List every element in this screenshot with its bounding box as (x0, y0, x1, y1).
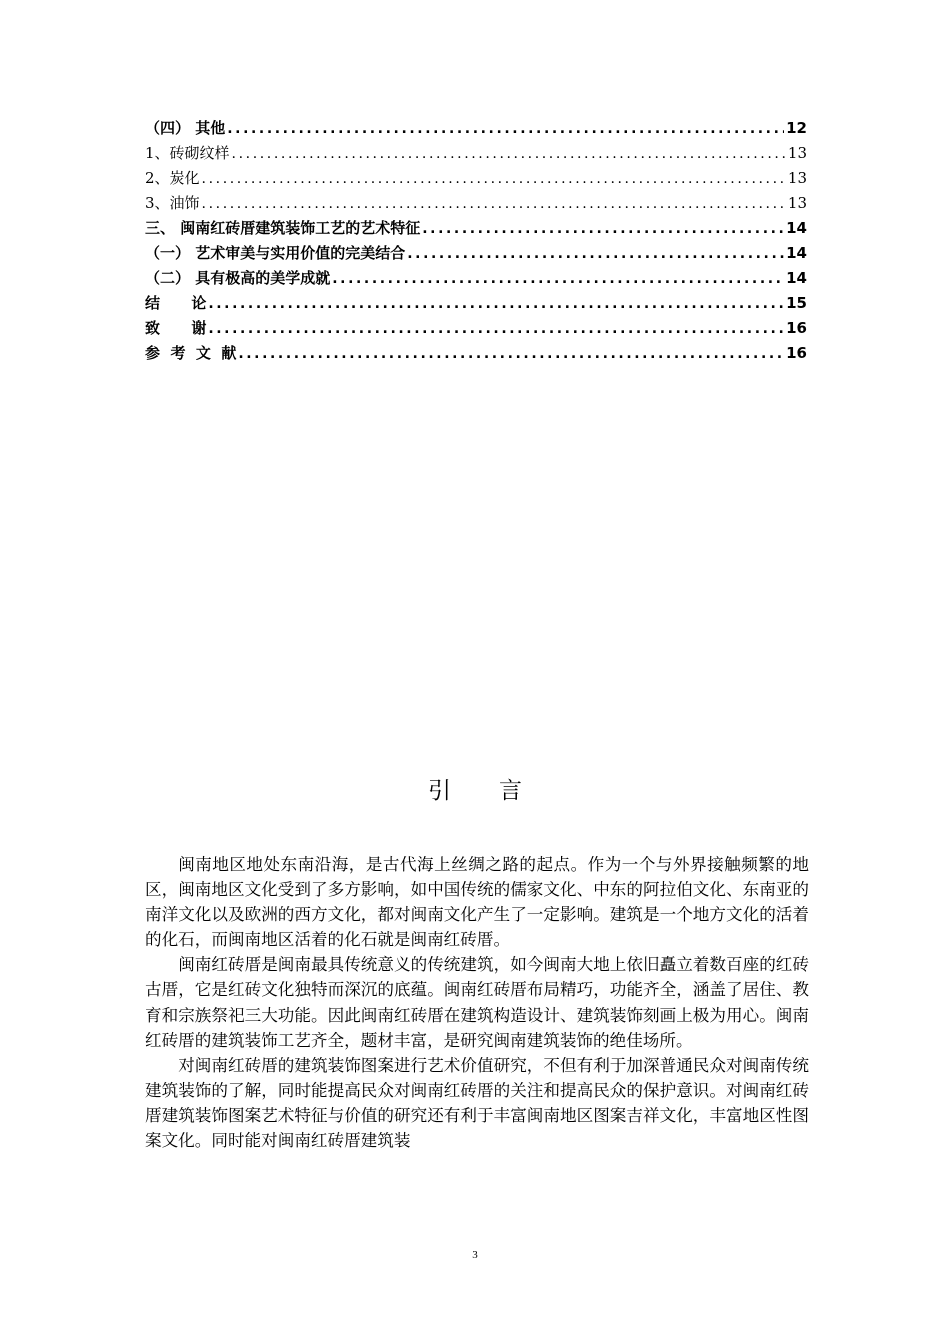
toc-leader-dots (332, 267, 784, 292)
body-paragraph: 闽南红砖厝是闽南最具传统意义的传统建筑，如今闽南大地上依旧矗立着数百座的红砖古厝，它是红砖文化独特而深沉的底蕴。闽南红砖厝布局精巧，功能齐全，涵盖了居住、教育和宗族祭祀三大功能。因此闽南红砖厝在建筑构造设计、建筑装饰刻画上极为用心。闽南红砖厝的建筑装饰工艺齐全，题材丰富，是研究闽南建筑装饰的绝佳场所。 (145, 955, 809, 1050)
toc-entry[interactable] (145, 141, 807, 166)
toc-leader-dots (422, 217, 784, 242)
toc-entry-label: （四） 其他 (145, 119, 226, 137)
toc-entry-label: 3、油饰 (145, 194, 200, 212)
toc-entry-page: 16 (786, 344, 807, 362)
toc-entry-page: 13 (787, 169, 807, 187)
toc-leader-dots (238, 342, 784, 367)
toc-leader-dots (227, 117, 784, 142)
toc-leader-dots (202, 167, 786, 192)
toc-entry-label: （一） 艺术审美与实用价值的完美结合 (145, 244, 406, 262)
toc-entry-label: 致 谢 (145, 319, 207, 337)
section-heading: 引言 (428, 778, 570, 804)
toc-entry-label: 参 考 文 献 (145, 344, 237, 362)
toc-entry-page: 13 (787, 144, 807, 162)
toc-entry-label: 1、砖砌纹样 (145, 144, 230, 162)
body-paragraph: 闽南地区地处东南沿海，是古代海上丝绸之路的起点。作为一个与外界接触频繁的地区，闽南地区文化受到了多方影响，如中国传统的儒家文化、中东的阿拉伯文化、东南亚的南洋文化以及欧洲的西方文化，都对闽南文化产生了一定影响。建筑是一个地方文化的活着的化石，而闽南地区活着的化石就是闽南红砖厝。 (145, 855, 809, 950)
toc-entry-label: （二） 具有极高的美学成就 (145, 269, 331, 287)
toc-entry[interactable] (145, 291, 807, 316)
table-of-contents (145, 116, 807, 366)
toc-leader-dots (407, 242, 784, 267)
toc-entry-page: 14 (786, 219, 807, 237)
section-body (145, 852, 809, 1153)
toc-entry[interactable] (145, 266, 807, 291)
toc-leader-dots (232, 142, 786, 167)
toc-leader-dots (208, 317, 784, 342)
toc-entry[interactable] (145, 116, 807, 141)
toc-leader-dots (208, 292, 784, 317)
toc-entry-page: 14 (786, 244, 807, 262)
toc-entry-page: 14 (786, 269, 807, 287)
toc-entry[interactable] (145, 241, 807, 266)
toc-entry[interactable] (145, 191, 807, 216)
toc-entry-page: 16 (786, 319, 807, 337)
toc-entry[interactable] (145, 341, 807, 366)
toc-entry[interactable] (145, 216, 807, 241)
toc-entry-label: 2、炭化 (145, 169, 200, 187)
toc-entry-page: 12 (786, 119, 807, 137)
toc-entry[interactable] (145, 166, 807, 191)
toc-entry[interactable] (145, 316, 807, 341)
toc-entry-label: 结 论 (145, 294, 207, 312)
toc-entry-label: 三、 闽南红砖厝建筑装饰工艺的艺术特征 (145, 219, 421, 237)
toc-leader-dots (202, 192, 786, 217)
toc-entry-page: 15 (786, 294, 807, 312)
page-number: 3 (472, 1249, 478, 1261)
body-paragraph: 对闽南红砖厝的建筑装饰图案进行艺术价值研究，不但有利于加深普通民众对闽南传统建筑装饰的了解，同时能提高民众对闽南红砖厝的关注和提高民众的保护意识。对闽南红砖厝建筑装饰图案艺术特征与价值的研究还有利于丰富闽南地区图案吉祥文化，丰富地区性图案文化。同时能对闽南红砖厝建筑装 (145, 1055, 809, 1151)
toc-entry-page: 13 (787, 194, 807, 212)
